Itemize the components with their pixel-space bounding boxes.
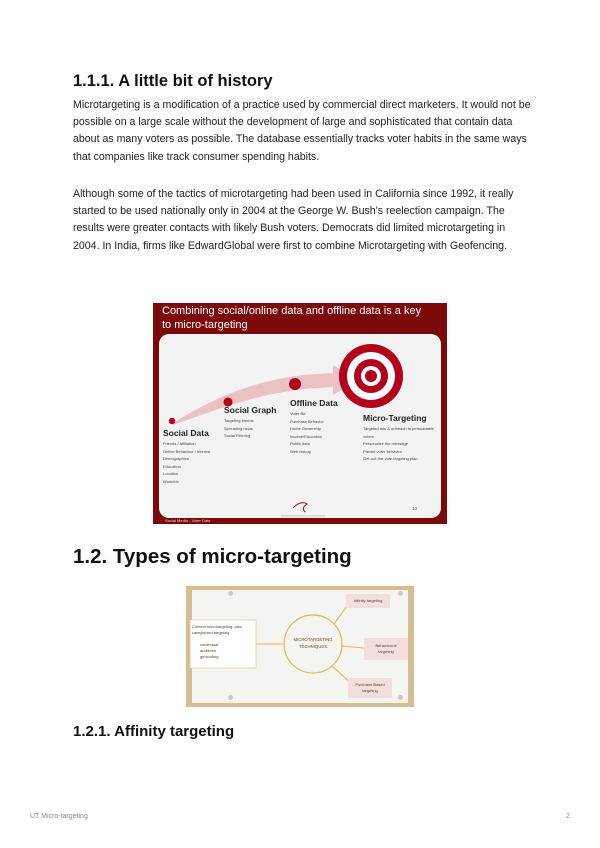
pin-icon [228,591,233,596]
stage-item: Get-out-the-vote targeting plan [363,456,418,462]
left-note-title: Context microtargeting, also categorized targeting [192,624,242,635]
section-heading-types: 1.2. Types of micro-targeting [73,545,352,568]
stage-item: Online Behaviour / Interest [163,448,211,454]
stage-item: Targeting friends [224,418,254,423]
stage-item: Income/Education [290,433,323,439]
stage-title-offline-data: Offline Data [290,398,338,408]
stage-item: Education [163,463,181,469]
mindmap-figure [186,586,414,707]
left-note-item: contextual [200,642,219,647]
stage-title-social-data: Social Data [163,428,209,438]
growth-arrow [173,365,359,425]
stage-items-micro-targeting [363,425,435,463]
connector-behavioural [342,646,364,648]
stage-items-social-data [163,440,210,486]
left-note-item: audience [200,648,217,653]
slide-footer: Social Media - Voter Data [165,518,211,523]
stage-item: Home Ownership [290,426,321,432]
node-label-behavioural: Behavioural targeting [375,643,397,654]
footer-page-number: 2 [566,813,570,820]
section-heading-history: 1.1.1. A little bit of history [73,72,273,90]
pin-icon [398,695,403,700]
stage-title-micro-targeting: Micro-Targeting [363,413,427,423]
sticky-behavioural [364,638,408,660]
offline-data-dot [289,378,301,390]
stage-item: Voter file [290,411,306,416]
pin-icon [228,695,233,700]
stage-item: Public data [290,441,310,447]
footer-title: UT Micro-targeting [30,813,88,820]
paragraph-history-2: Although some of the tactics of microtargeting had been used in California since 1992, it really started to be used nationally only in 2004 at the George W. Bush's reelection campaign. The results were greater contacts with likely Bush voters. Democrats did limited microtargeting in 2004. In India, firms like EdwardGlobal were first to combine Microtargeting with Geofencing. [73,188,514,252]
target-icon [339,344,403,408]
node-label-affinity: Affinity targeting [353,598,383,603]
mindmap-center-label: MICROTARGETING TECHNIQUES [293,637,333,649]
stage-item: Demographics [163,456,189,462]
left-note-list [200,642,250,660]
sticky-purchase [348,678,392,698]
pin-icon [398,591,403,596]
paragraph-history-1: Microtargeting is a modification of a practice used by commercial direct marketers. It would not be possible on a large scale without the development of large and sophisticated that contain data about as many voters as possible. The database essentially tracks voter habits in the same ways that companies like track consumer spending habits. [73,99,531,163]
stage-item: Predict voter behavior [363,448,402,454]
stage-item: Targeted ads & outreach to persuadable voters [363,426,435,439]
stage-item: Spreading news [224,425,253,431]
sticky-affinity [346,594,390,608]
microtargeting-slide-figure [153,303,447,524]
slide-page-number: 10 [411,506,417,511]
stage-items-offline-data [290,410,324,456]
social-data-dot [169,418,175,424]
stage-items-social-graph [224,417,254,440]
stage-item: Personalize the message [363,441,408,447]
stage-item: Location [163,471,179,477]
slide-logo-icon [293,503,307,512]
slide-title: Combining social/online data and offline data is a key to micro-targeting [162,305,422,331]
node-label-purchase: Purchase Based targeting [355,682,385,693]
left-note-item: geocoding [200,654,219,659]
stage-item: Web history [290,448,312,454]
stage-item: Friends / Affiliation [163,441,196,446]
stage-item: Social Filtering [224,433,251,439]
section-heading-affinity: 1.2.1. Affinity targeting [73,723,235,740]
stage-title-social-graph: Social Graph [224,405,277,415]
stage-item: Work/etc [163,478,179,484]
stage-item: Purchase Behavior [290,418,324,424]
